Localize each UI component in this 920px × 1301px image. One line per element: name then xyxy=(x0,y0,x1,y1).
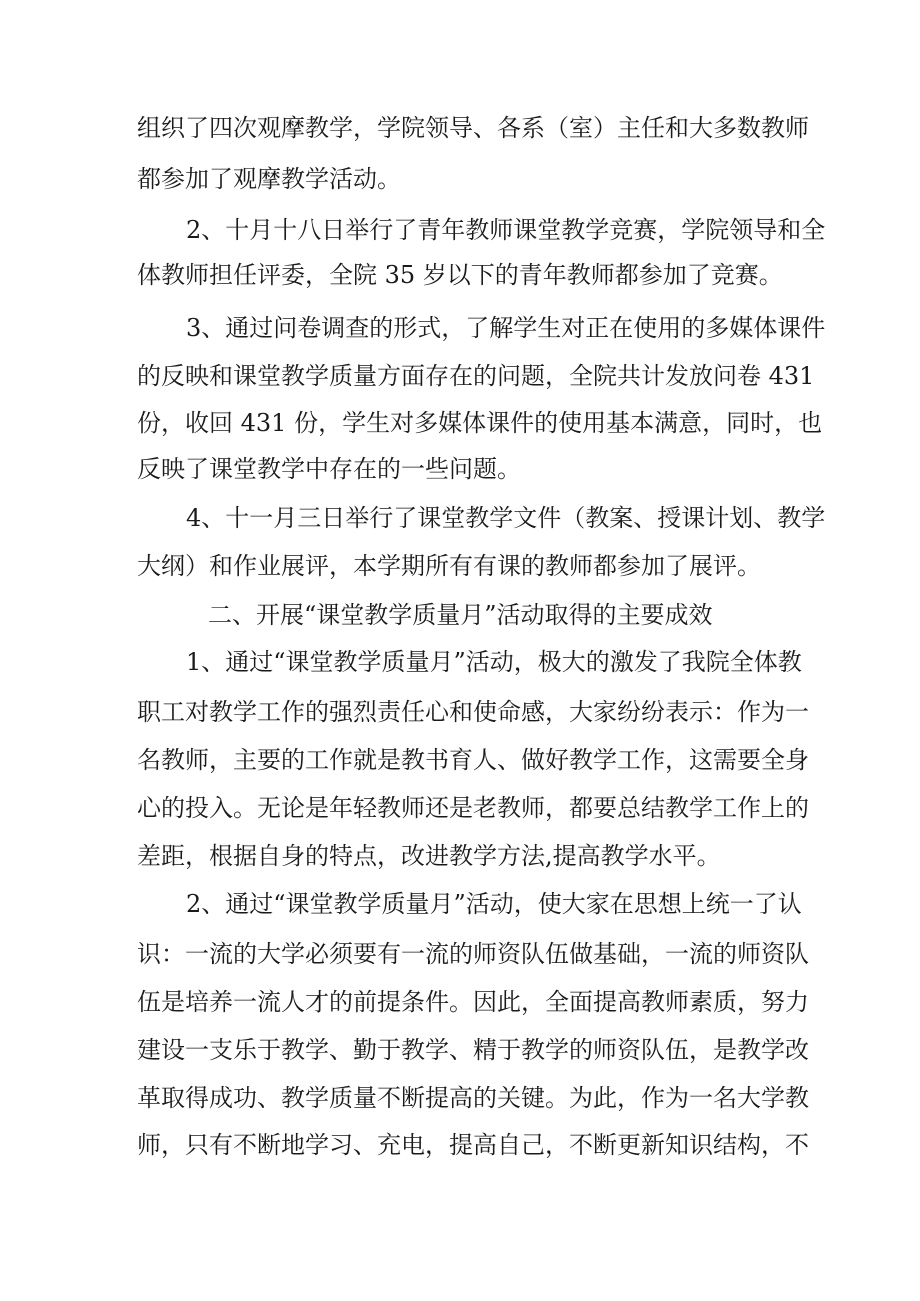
text-line: 心的投入。无论是年轻教师还是老教师，都要总结教学工作上的 xyxy=(137,794,809,822)
text-line: 大纲）和作业展评，本学期所有有课的教师都参加了展评。 xyxy=(137,552,761,580)
text-line: 识：一流的大学必须要有一流的师资队伍做基础，一流的师资队 xyxy=(137,940,809,968)
section-heading: 二、开展“课堂教学质量月”活动取得的主要成效 xyxy=(208,601,713,629)
text-line: 都参加了观摩教学活动。 xyxy=(137,165,401,193)
text-line: 反映了课堂教学中存在的一些问题。 xyxy=(137,455,521,483)
paragraph-start-line: 3、通过问卷调查的形式，了解学生对正在使用的多媒体课件 xyxy=(186,314,826,342)
text-line: 体教师担任评委，全院 35 岁以下的青年教师都参加了竞赛。 xyxy=(137,261,783,289)
paragraph-start-line: 2、通过“课堂教学质量月”活动，使大家在思想上统一了认 xyxy=(186,890,802,918)
text-line: 组织了四次观摩教学，学院领导、各系（室）主任和大多数教师 xyxy=(137,114,809,142)
text-line: 伍是培养一流人才的前提条件。因此，全面提高教师素质，努力 xyxy=(137,988,809,1016)
paragraph-start-line: 4、十一月三日举行了课堂教学文件（教案、授课计划、教学 xyxy=(186,504,826,532)
text-line: 革取得成功、教学质量不断提高的关键。为此，作为一名大学教 xyxy=(137,1084,809,1112)
paragraph-start-line: 1、通过“课堂教学质量月”活动，极大的激发了我院全体教 xyxy=(186,648,802,676)
text-line: 差距，根据自身的特点，改进教学方法,提高教学水平。 xyxy=(137,842,721,870)
paragraph-start-line: 2、十月十八日举行了青年教师课堂教学竞赛，学院领导和全 xyxy=(186,216,826,244)
text-line: 份，收回 431 份，学生对多媒体课件的使用基本满意，同时，也 xyxy=(137,409,823,437)
text-line: 职工对教学工作的强烈责任心和使命感，大家纷纷表示：作为一 xyxy=(137,698,809,726)
text-line: 师，只有不断地学习、充电，提高自己，不断更新知识结构，不 xyxy=(137,1131,809,1159)
text-line: 的反映和课堂教学质量方面存在的问题，全院共计发放问卷 431 xyxy=(137,362,815,390)
text-line: 名教师，主要的工作就是教书育人、做好教学工作，这需要全身 xyxy=(137,746,809,774)
text-line: 建设一支乐于教学、勤于教学、精于教学的师资队伍，是教学改 xyxy=(137,1036,809,1064)
